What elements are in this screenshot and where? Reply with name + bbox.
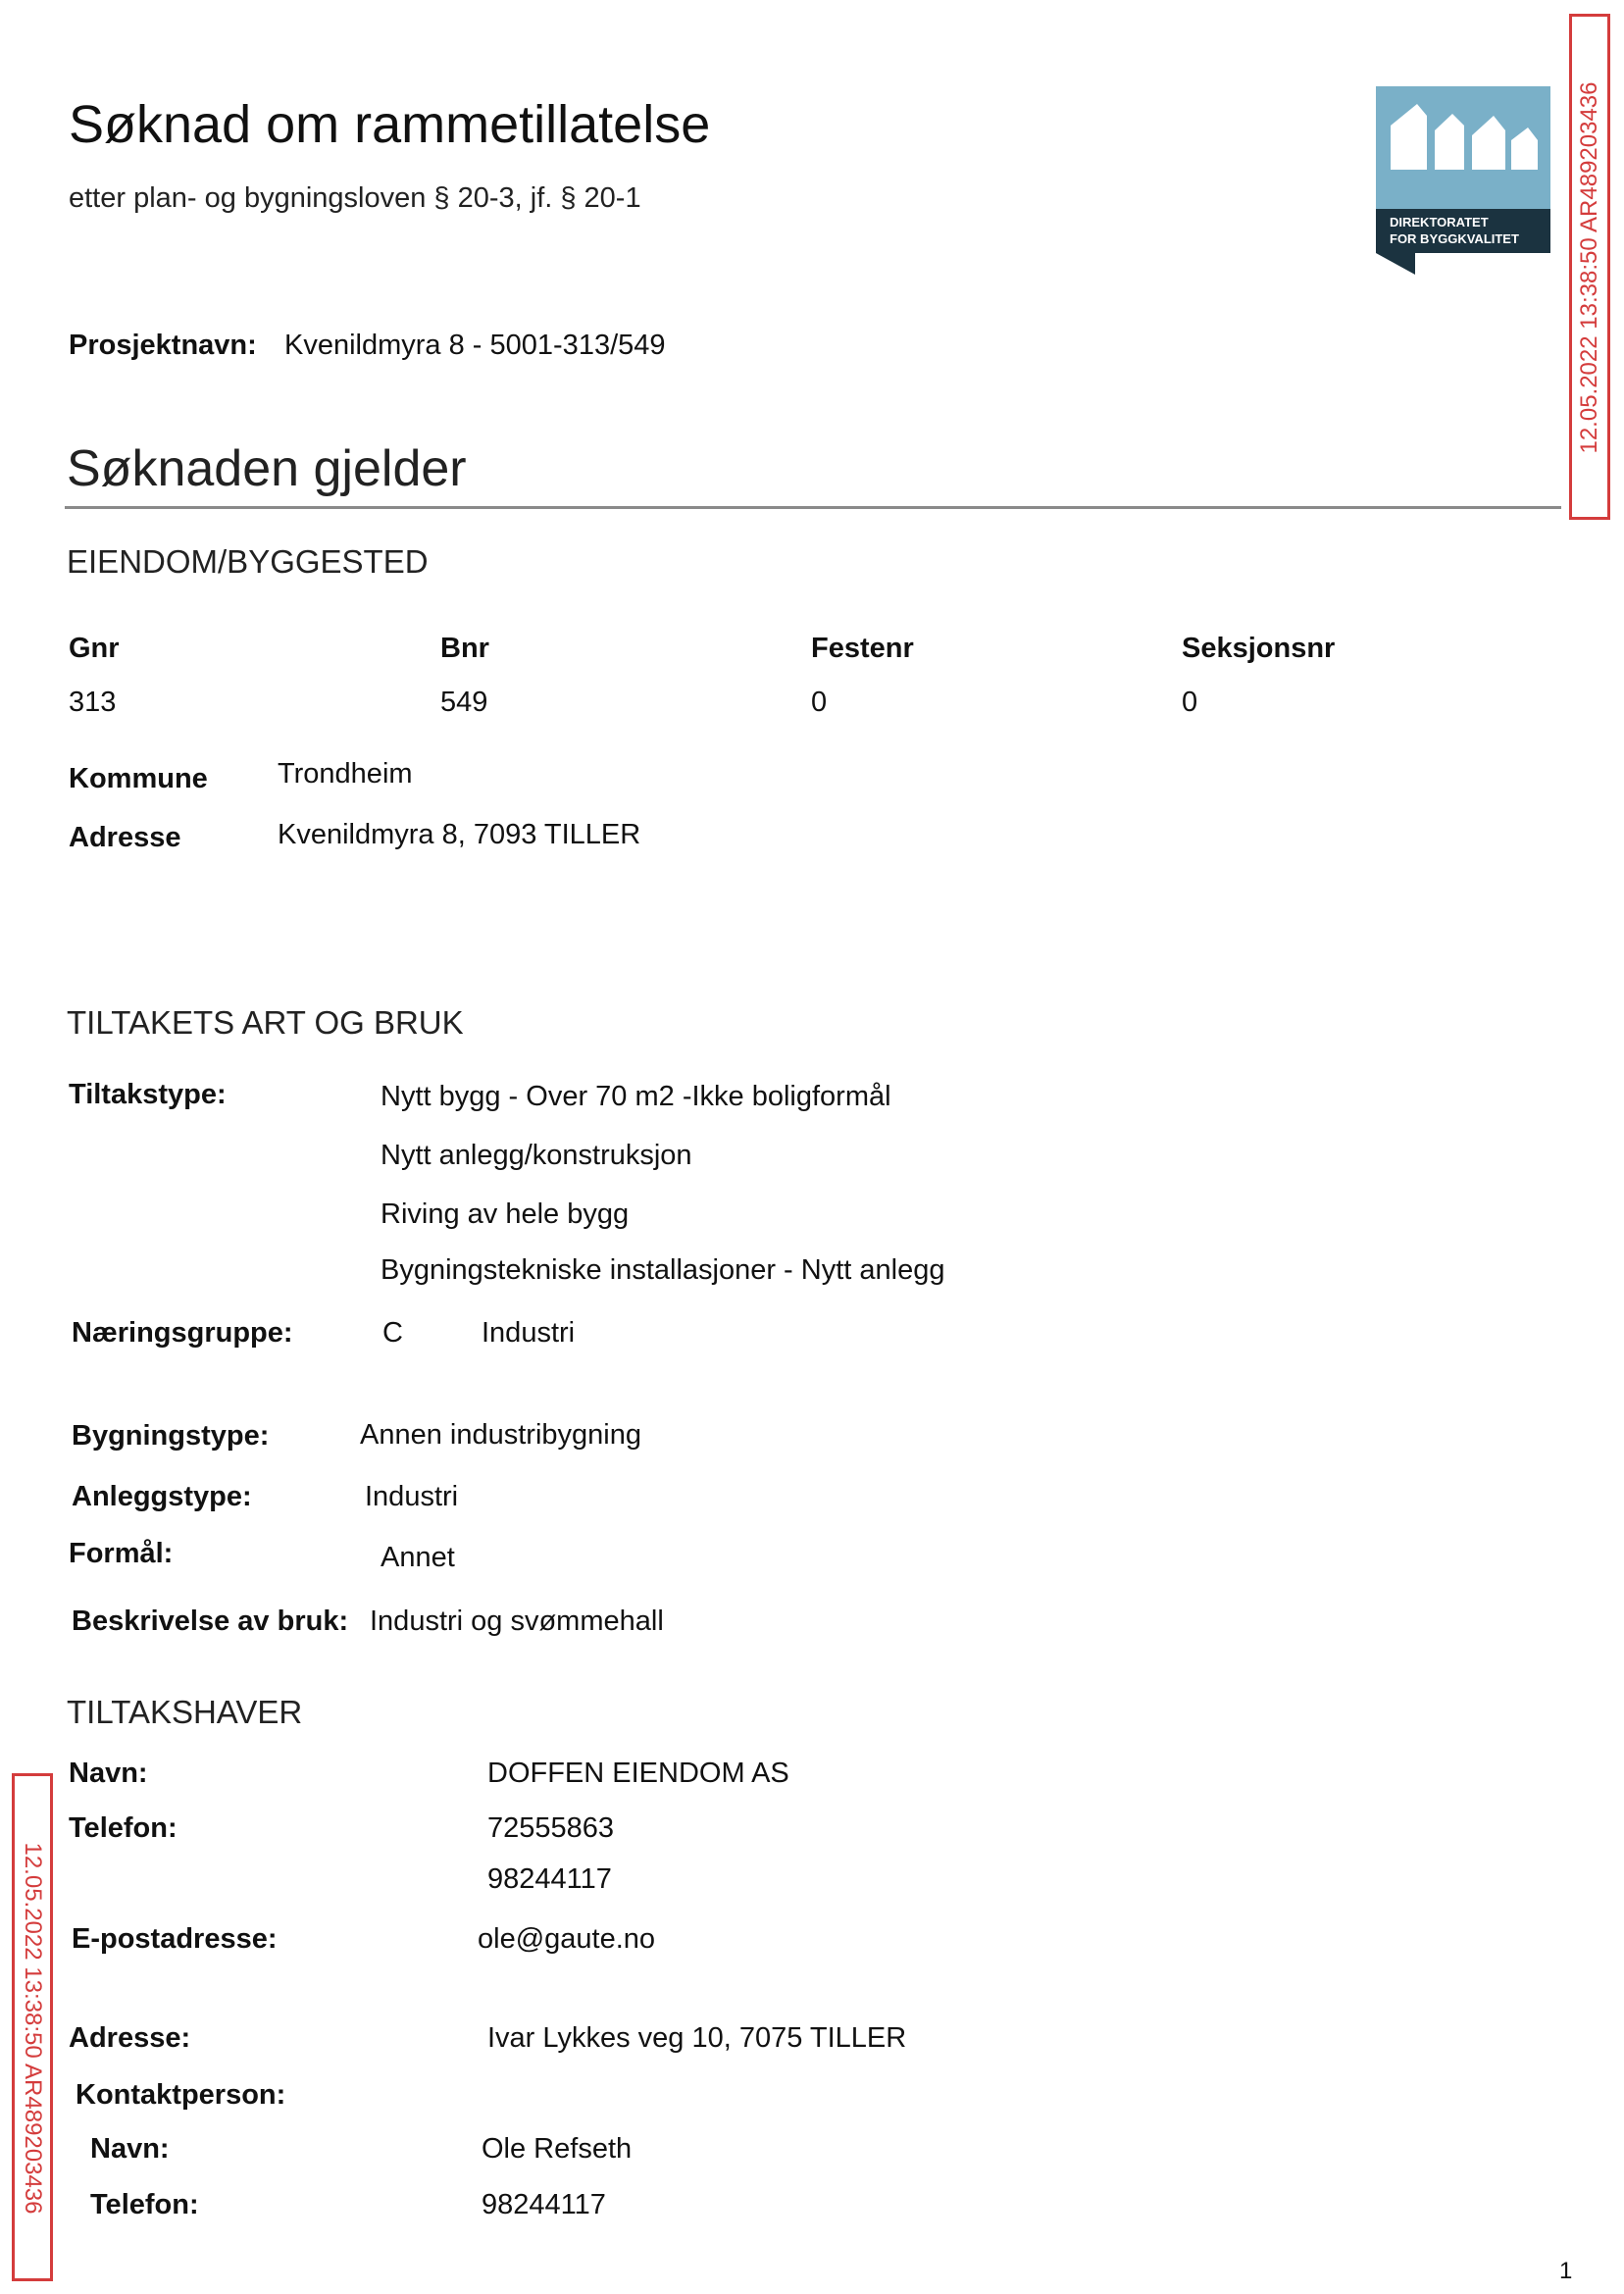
telefon-label: Telefon:: [69, 1812, 178, 1844]
bygningstype-label: Bygningstype:: [72, 1420, 270, 1452]
tiltakshaver-heading: TILTAKSHAVER: [67, 1694, 303, 1730]
festenr-value: 0: [811, 687, 828, 718]
formal-label: Formål:: [69, 1538, 174, 1569]
formal-value: Annet: [381, 1542, 455, 1573]
document-title: Søknad om rammetillatelse: [69, 95, 711, 154]
stamp-text: 12.05.2022 13:38:50 AR489203436: [1576, 81, 1602, 454]
naeringsgruppe-value: Industri: [482, 1317, 576, 1349]
stamp-text: 12.05.2022 13:38:50 AR489203436: [20, 1842, 46, 2215]
adresse-value: Kvenildmyra 8, 7093 TILLER: [278, 819, 641, 850]
project-value: Kvenildmyra 8 - 5001-313/549: [284, 330, 666, 361]
bnr-header: Bnr: [440, 633, 489, 664]
logo-line-2: FOR BYGGKVALITET: [1390, 231, 1519, 246]
navn-value: DOFFEN EIENDOM AS: [487, 1758, 789, 1789]
tiltakstype-item: Bygningstekniske installasjoner - Nytt anlegg: [381, 1254, 945, 1286]
beskrivelse-value: Industri og svømmehall: [370, 1606, 664, 1637]
building-logo-icon: [1376, 86, 1550, 275]
navn-label: Navn:: [69, 1758, 148, 1789]
tiltakstype-item: Nytt anlegg/konstruksjon: [381, 1140, 692, 1171]
festenr-header: Festenr: [811, 633, 914, 664]
bygningstype-value: Annen industribygning: [360, 1419, 641, 1451]
tiltakshaver-adresse-value: Ivar Lykkes veg 10, 7075 TILLER: [487, 2022, 907, 2054]
gnr-header: Gnr: [69, 633, 120, 664]
kontakt-telefon-value: 98244117: [482, 2189, 606, 2220]
dibk-logo: [1376, 86, 1550, 275]
telefon-value: 72555863: [487, 1812, 615, 1844]
tiltakstype-item: Nytt bygg - Over 70 m2 -Ikke boligformål: [381, 1081, 891, 1112]
archive-stamp-right: [1569, 14, 1610, 520]
project-label: Prosjektnavn:: [69, 330, 257, 361]
document-subtitle: etter plan- og bygningsloven § 20-3, jf. § 20-1: [69, 182, 641, 214]
seksjonsnr-header: Seksjonsnr: [1182, 633, 1336, 664]
adresse-label: Adresse: [69, 822, 181, 853]
seksjonsnr-value: 0: [1182, 687, 1198, 718]
logo-line-1: DIREKTORATET: [1390, 215, 1489, 229]
kontakt-navn-label: Navn:: [90, 2133, 170, 2165]
kommune-label: Kommune: [69, 763, 208, 794]
epost-label: E-postadresse:: [72, 1923, 278, 1955]
kontakt-telefon-label: Telefon:: [90, 2189, 199, 2220]
epost-value: ole@gaute.no: [478, 1923, 656, 1955]
archive-stamp-left: [12, 1773, 53, 2281]
section-divider: [65, 506, 1561, 509]
eiendom-heading: EIENDOM/BYGGESTED: [67, 543, 429, 580]
beskrivelse-label: Beskrivelse av bruk:: [72, 1606, 349, 1637]
page-number: 1: [1559, 2258, 1573, 2284]
tiltakstype-label: Tiltakstype:: [69, 1079, 227, 1110]
anleggstype-label: Anleggstype:: [72, 1481, 252, 1512]
telefon-value: 98244117: [487, 1863, 612, 1895]
kontaktperson-label: Kontaktperson:: [76, 2079, 286, 2111]
gnr-value: 313: [69, 687, 117, 718]
anleggstype-value: Industri: [365, 1481, 459, 1512]
kontakt-navn-value: Ole Refseth: [482, 2133, 633, 2165]
naeringsgruppe-label: Næringsgruppe:: [72, 1317, 293, 1349]
bnr-value: 549: [440, 687, 488, 718]
kommune-value: Trondheim: [278, 758, 413, 790]
tiltakstype-item: Riving av hele bygg: [381, 1198, 630, 1230]
tiltak-heading: TILTAKETS ART OG BRUK: [67, 1004, 464, 1041]
section-title: Søknaden gjelder: [67, 440, 467, 497]
naeringsgruppe-code: C: [382, 1317, 403, 1349]
tiltakshaver-adresse-label: Adresse:: [69, 2022, 191, 2054]
